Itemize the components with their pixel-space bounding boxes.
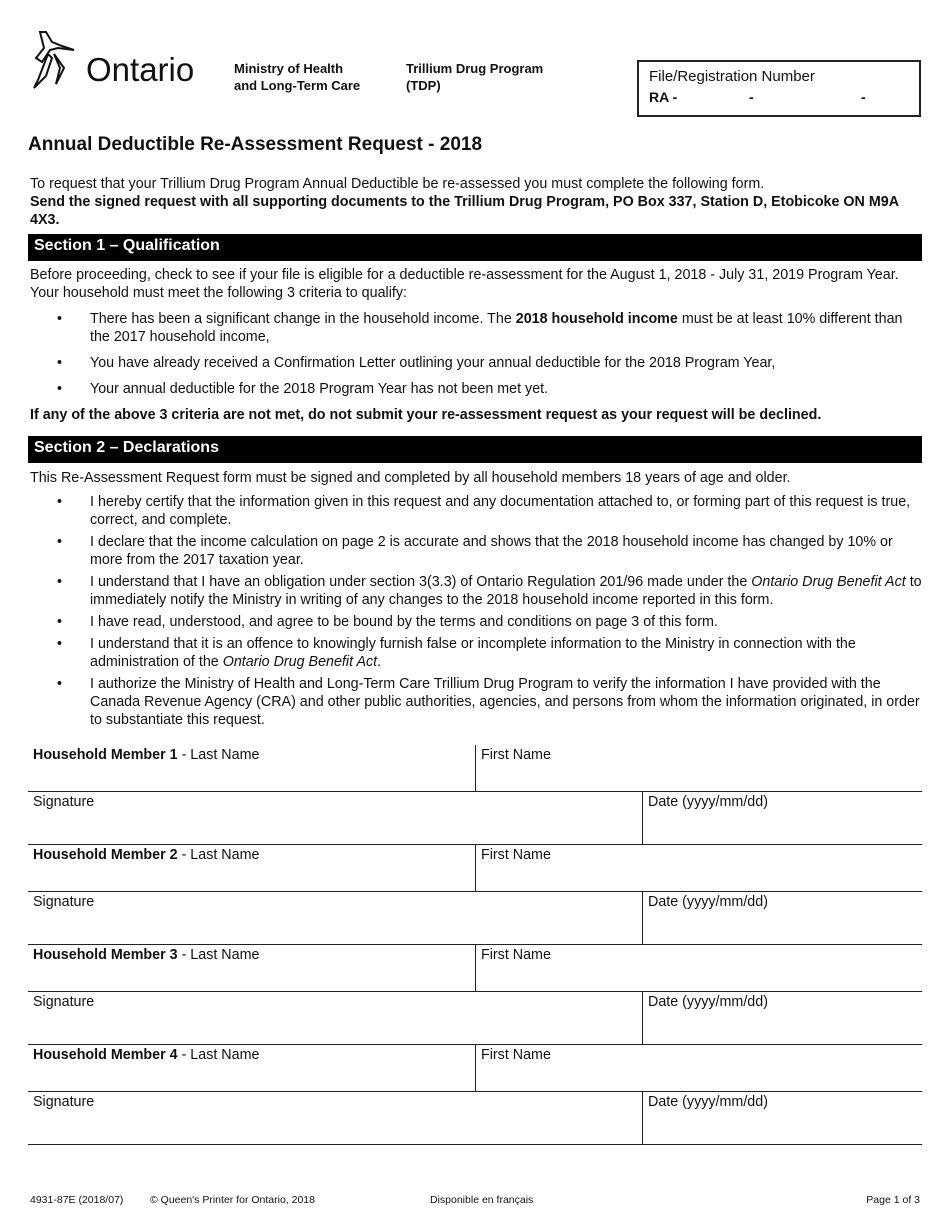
- member-1-date-field[interactable]: Date (yyyy/mm/dd): [642, 792, 922, 844]
- member-4-signature-field[interactable]: Signature: [33, 1094, 95, 1110]
- member-2-signature-field[interactable]: Signature: [33, 894, 95, 910]
- intro: To request that your Trillium Drug Program Annual Deductible be re-assessed you must complete the following form. Send the signed request with all supporting documents to the Trillium Drug Program, PO Box 337, Station D, Etobicoke ON M9A 4X3.: [30, 176, 899, 228]
- member-3-name-row: [28, 945, 922, 992]
- criterion: • Your annual deductible for the 2018 Program Year has not been met yet.: [30, 380, 922, 398]
- member-4-name-row: [28, 1045, 922, 1092]
- section-1-heading: Section 1 – Qualification: [28, 234, 922, 261]
- declaration: • I have read, understood, and agree to be bound by the terms and conditions on page 3 of this form.: [30, 613, 922, 631]
- ontario-logo: Ontario: [30, 28, 210, 92]
- member-3-signature-row: [28, 992, 922, 1045]
- declaration: • I authorize the Ministry of Health and Long-Term Care Trillium Drug Program to verify the information I have provided with the Canada Revenue Agency (CRA) and other public authorities, agencies, and persons from whom the information originated, in order to substantiate this request.: [30, 675, 922, 729]
- declaration: • I understand that I have an obligation under section 3(3.3) of Ontario Regulation 201/96 made under the Ontario Drug Benefit Act to immediately notify the Ministry in writing of any changes to the 2018 household income reported in this form.: [30, 573, 922, 609]
- program-name: Trillium Drug Program (TDP): [406, 61, 544, 93]
- section-1-body: Before proceeding, check to see if your file is eligible for a deductible re-assessment for the August 1, 2018 - July 31, 2019 Program Year. Your household must meet the following 3 criteria to qualify: • There has been a significant change in the household income. The 2018 household income must be at least 10% different than the 2017 household income, • You have already received a Confirmation Letter outlining your annual deductible for the 2018 Program Year, • Your annual deductible for the 2018 Program Year has not been met yet. If any of the above 3 criteria are not met, do not submit your re-assessment request as your request will be declined.: [30, 266, 922, 424]
- member-4-signature-row: [28, 1092, 922, 1145]
- declaration: • I hereby certify that the information given in this request and any documentation attached to, or forming part of this request is true, correct, and complete.: [30, 493, 922, 529]
- member-1-signature-field[interactable]: Signature: [33, 794, 95, 810]
- member-3-date-field[interactable]: Date (yyyy/mm/dd): [642, 992, 922, 1044]
- criterion: • You have already received a Confirmation Letter outlining your annual deductible for the 2018 Program Year,: [30, 354, 922, 372]
- section-2-heading: Section 2 – Declarations: [28, 436, 922, 463]
- ministry-name: Ministry of Health and Long-Term Care: [234, 61, 361, 93]
- declaration: • I declare that the income calculation on page 2 is accurate and shows that the 2018 household income has changed by 10% or more from the 2017 taxation year.: [30, 533, 922, 569]
- member-4-first-name-field[interactable]: First Name: [475, 1045, 922, 1091]
- member-1-last-name-field[interactable]: Household Member 1 - Last Name: [33, 747, 260, 763]
- member-3-last-name-field[interactable]: Household Member 3 - Last Name: [33, 947, 260, 963]
- criterion: • There has been a significant change in the household income. The 2018 household income must be at least 10% different than the 2017 household income,: [30, 310, 922, 346]
- member-4-date-field[interactable]: Date (yyyy/mm/dd): [642, 1092, 922, 1144]
- page-title: Annual Deductible Re-Assessment Request - 2018: [28, 134, 483, 155]
- trillium-icon: [30, 28, 90, 92]
- declaration: • I understand that it is an offence to knowingly furnish false or incomplete information to the Ministry in connection with the administration of the Ontario Drug Benefit Act.: [30, 635, 922, 671]
- member-2-date-field[interactable]: Date (yyyy/mm/dd): [642, 892, 922, 944]
- section-2-body: This Re-Assessment Request form must be signed and completed by all household members 18 years of age and older. • I hereby certify that the information given in this request and any documentation attached to, or forming part of this request is true, correct, and complete. • I declare that the income calculation on page 2 is accurate and shows that the 2018 household income has changed by 10% or more from the 2017 taxation year. • I understand that I have an obligation under section 3(3.3) of Ontario Regulation 201/96 made under the Ontario Drug Benefit Act to immediately notify the Ministry in writing of any changes to the 2018 household income reported in this form. • I have read, understood, and agree to be bound by the terms and conditions on page 3 of this form. • I understand that it is an offence to knowingly furnish false or incomplete information to the Ministry in connection with the administration of the Ontario Drug Benefit Act. • I authorize the Ministry of Health and Long-Term Care Trillium Drug Program to verify the information I have provided with the Canada Revenue Agency (CRA) and other public authorities, agencies, and persons from whom the information originated, in order to substantiate this request.: [30, 469, 922, 729]
- member-4-last-name-field[interactable]: Household Member 4 - Last Name: [33, 1047, 260, 1063]
- member-1-name-row: [28, 745, 922, 792]
- member-3-signature-field[interactable]: Signature: [33, 994, 95, 1010]
- file-registration-box[interactable]: File/Registration Number RA - - -: [637, 60, 921, 117]
- member-2-name-row: [28, 845, 922, 892]
- member-2-signature-row: [28, 892, 922, 945]
- member-2-first-name-field[interactable]: First Name: [475, 845, 922, 891]
- member-3-first-name-field[interactable]: First Name: [475, 945, 922, 991]
- member-1-signature-row: [28, 792, 922, 845]
- household-signature-form: [28, 745, 922, 1145]
- member-1-first-name-field[interactable]: First Name: [475, 745, 922, 791]
- member-2-last-name-field[interactable]: Household Member 2 - Last Name: [33, 847, 260, 863]
